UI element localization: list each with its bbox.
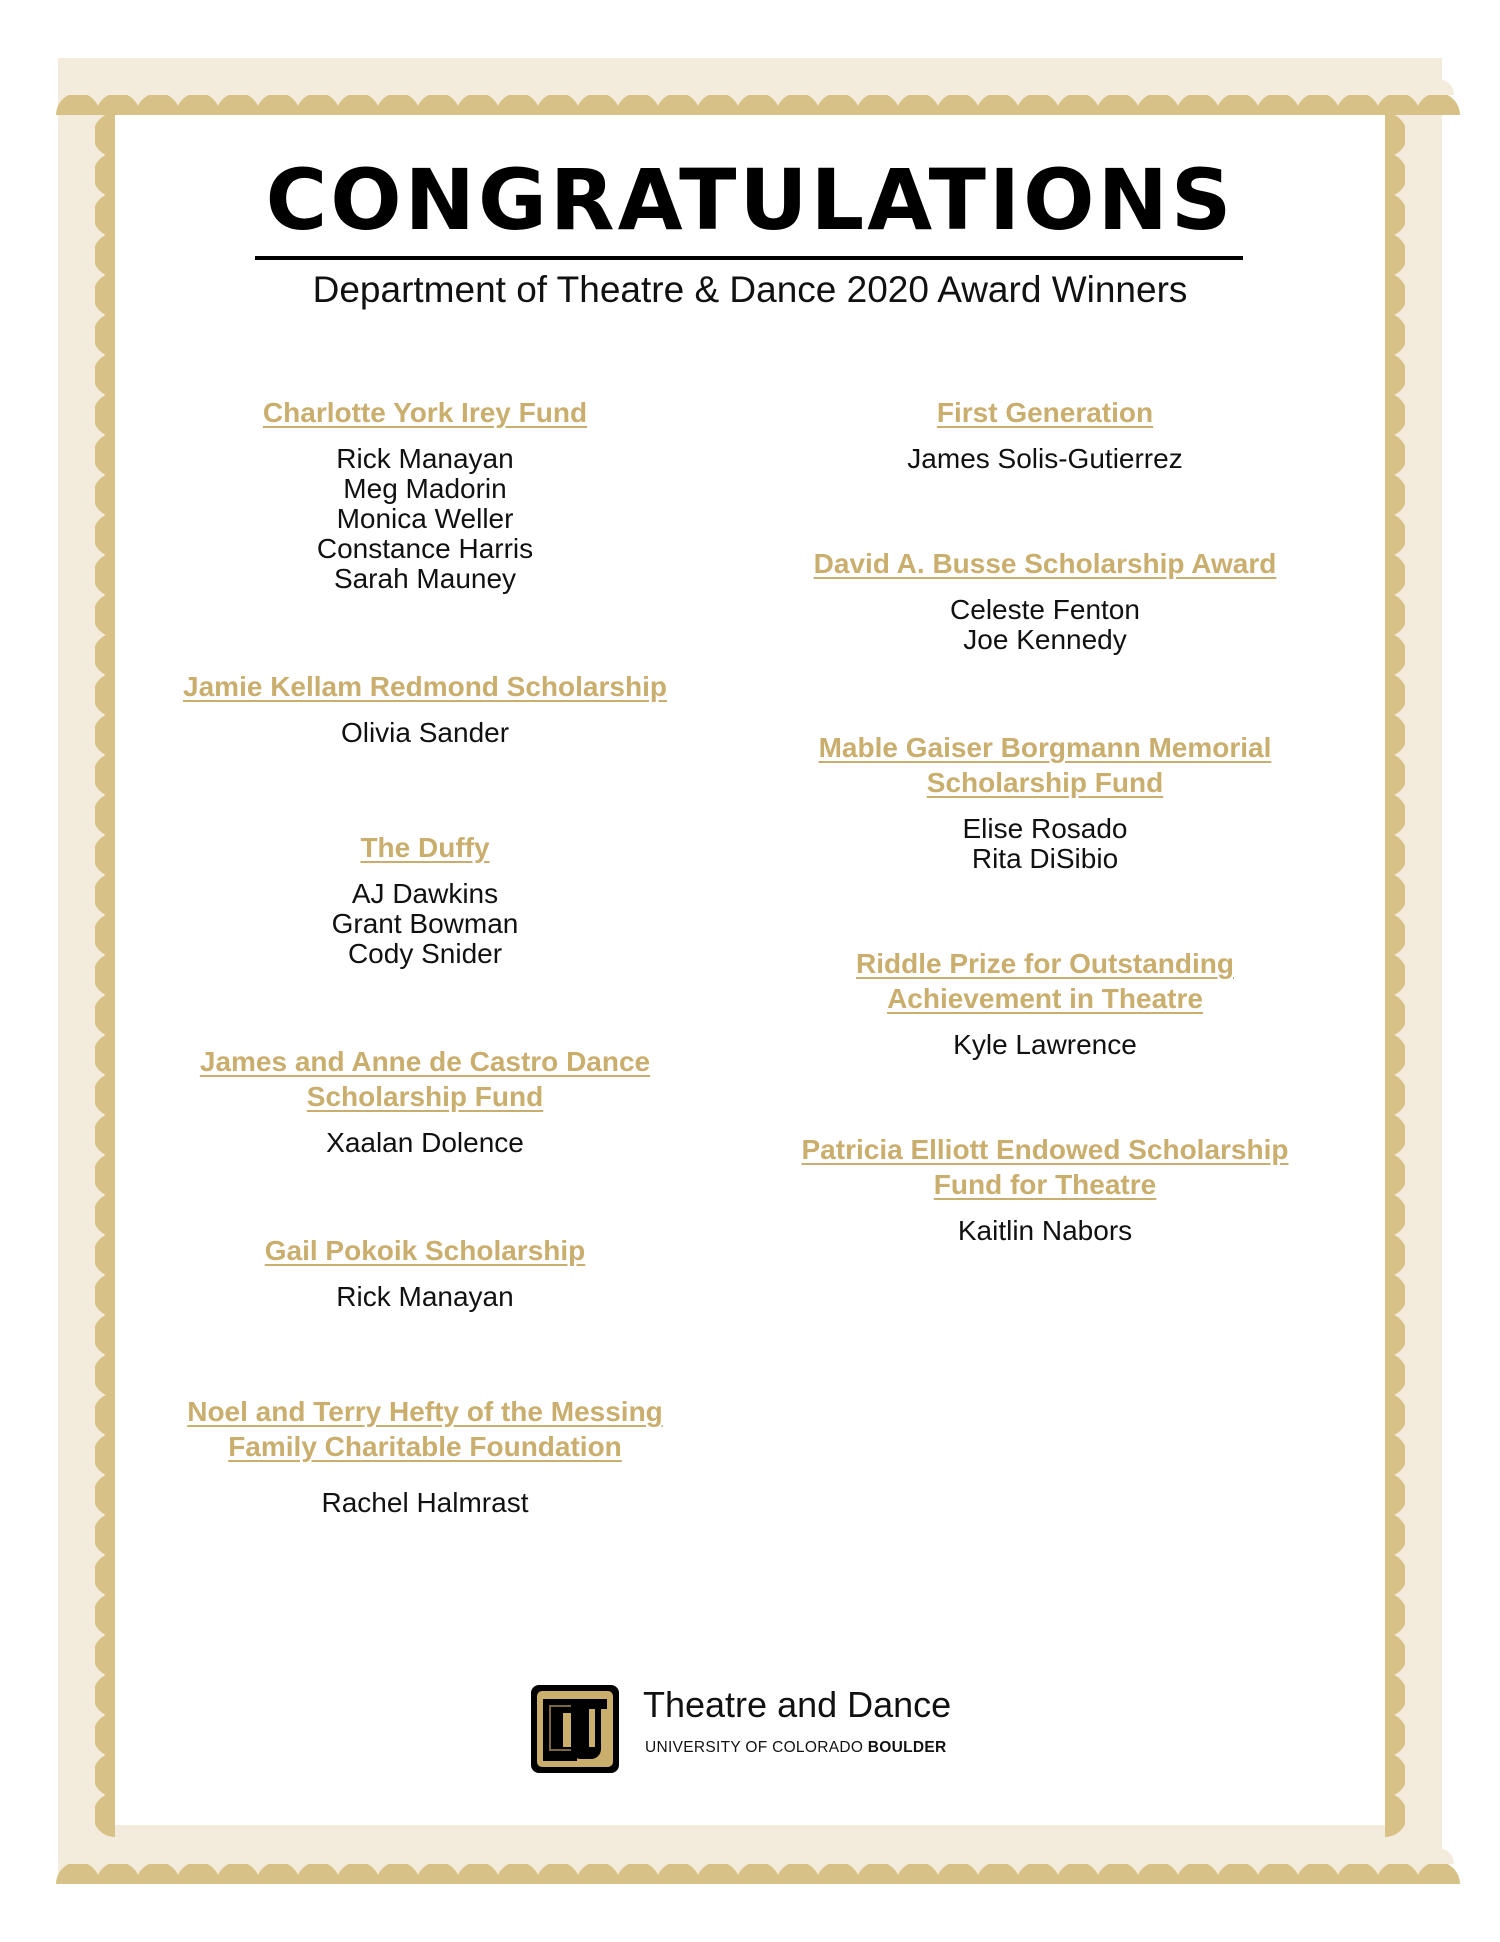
winner-list	[115, 1488, 735, 1518]
right-award-column	[735, 375, 1355, 1246]
winner-name: Kyle Lawrence	[953, 1029, 1137, 1060]
award-title: Mable Gaiser Borgmann Memorial Scholarship Fund	[818, 732, 1272, 798]
winner-name: Constance Harris	[316, 533, 534, 564]
award-section	[115, 1394, 735, 1518]
winner-list	[735, 1216, 1355, 1246]
cu-logo-icon	[529, 1683, 621, 1775]
award-title: Noel and Terry Hefty of the Messing Family Charitable Foundation	[187, 1396, 663, 1462]
award-section	[115, 669, 735, 748]
award-title: Jamie Kellam Redmond Scholarship	[183, 671, 667, 702]
winner-name: Kaitlin Nabors	[957, 1215, 1133, 1246]
winner-list	[115, 444, 735, 594]
winner-list	[115, 879, 735, 969]
winner-list	[115, 1282, 735, 1312]
left-award-column	[115, 375, 735, 1518]
award-section	[115, 830, 735, 969]
award-section	[735, 1132, 1355, 1246]
title-underline	[255, 256, 1243, 260]
award-section	[735, 946, 1355, 1060]
winner-name: AJ Dawkins	[351, 878, 499, 909]
winner-name: Xaalan Dolence	[326, 1127, 524, 1158]
award-section	[115, 1233, 735, 1312]
winner-name: Elise Rosado	[962, 813, 1128, 844]
winner-name: Rita DiSibio	[971, 843, 1119, 874]
winner-list	[735, 595, 1355, 655]
award-section	[735, 395, 1355, 474]
award-title: Riddle Prize for Outstanding Achievement in Theatre	[855, 948, 1234, 1014]
winner-name: Rachel Halmrast	[321, 1487, 529, 1518]
award-section	[735, 546, 1355, 655]
winner-name: James Solis-Gutierrez	[907, 443, 1183, 474]
winner-name: Olivia Sander	[340, 717, 510, 748]
award-title: Charlotte York Irey Fund	[262, 397, 588, 428]
award-title: Patricia Elliott Endowed Scholarship Fund for Theatre	[801, 1134, 1289, 1200]
winner-name: Joe Kennedy	[963, 624, 1127, 655]
award-title: James and Anne de Castro Dance Scholarship Fund	[199, 1046, 651, 1112]
winner-list	[735, 1030, 1355, 1060]
winner-name: Celeste Fenton	[950, 594, 1140, 625]
award-title: First Generation	[936, 397, 1154, 428]
page-subtitle: Department of Theatre & Dance 2020 Award Winners	[312, 269, 1188, 310]
department-name: Theatre and Dance	[643, 1684, 952, 1725]
award-title: Gail Pokoik Scholarship	[264, 1235, 586, 1266]
certificate-panel	[115, 115, 1385, 1825]
award-section	[115, 395, 735, 594]
winner-list	[735, 814, 1355, 874]
award-section	[735, 730, 1355, 874]
winner-list	[115, 718, 735, 748]
winner-name: Rick Manayan	[336, 443, 514, 474]
winner-name: Meg Madorin	[343, 473, 507, 504]
award-section	[115, 1044, 735, 1158]
winner-list	[735, 444, 1355, 474]
winner-name: Cody Snider	[347, 938, 503, 969]
winner-name: Rick Manayan	[336, 1281, 514, 1312]
award-title: The Duffy	[360, 832, 490, 863]
winner-name: Monica Weller	[336, 503, 514, 534]
footer-logo-block	[115, 1675, 1385, 1785]
winner-name: Sarah Mauney	[333, 563, 517, 594]
university-name: UNIVERSITY OF COLORADO BOULDER	[645, 1739, 947, 1756]
award-title: David A. Busse Scholarship Award	[813, 548, 1277, 579]
winner-name: Grant Bowman	[331, 908, 519, 939]
winner-list	[115, 1128, 735, 1158]
page-title: CONGRATULATIONS	[265, 151, 1235, 249]
